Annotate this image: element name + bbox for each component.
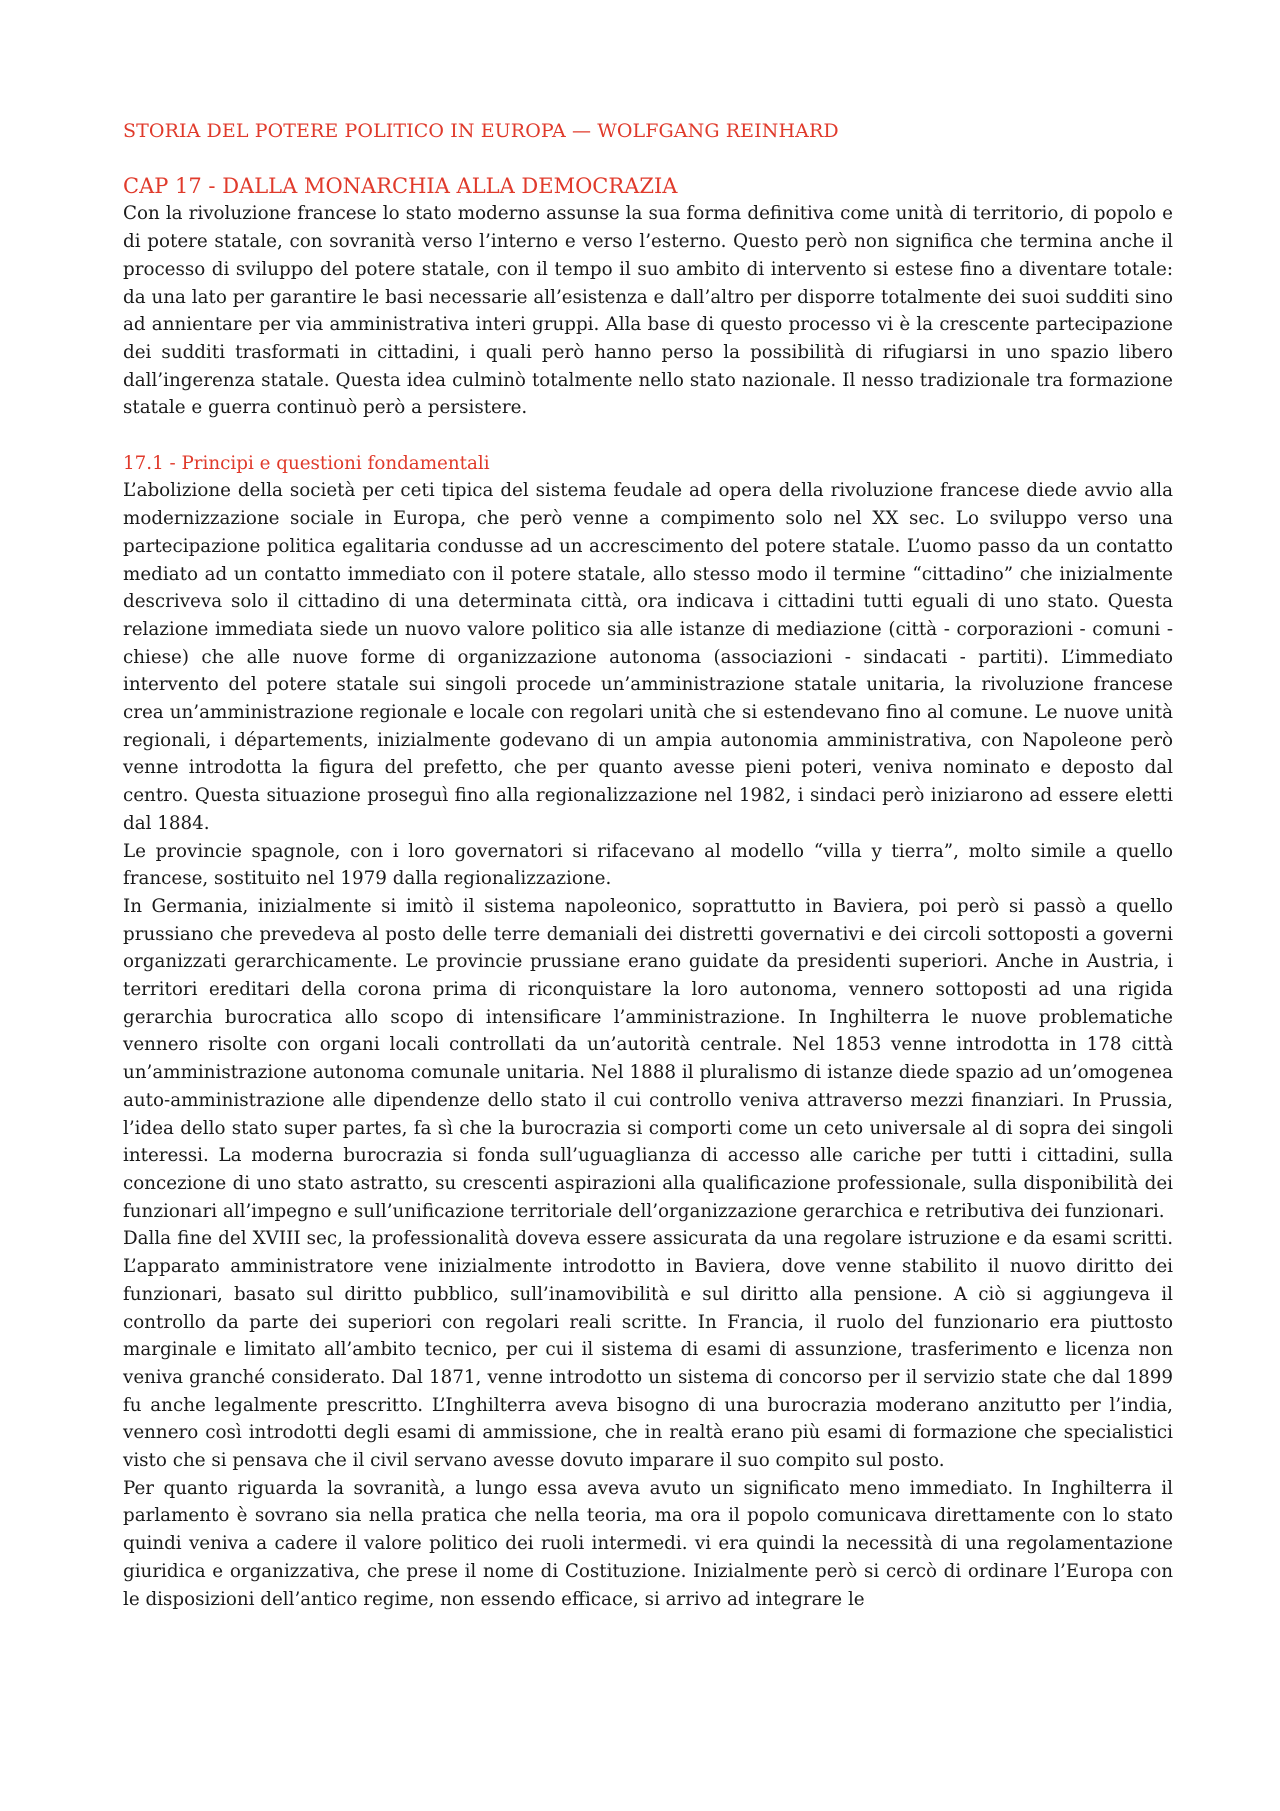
document-title: STORIA DEL POTERE POLITICO IN EUROPA — WOLFGANG REINHARD [123, 120, 839, 142]
chapter-heading: CAP 17 - DALLA MONARCHIA ALLA DEMOCRAZIA [123, 173, 678, 198]
section-spacer [123, 422, 1173, 450]
document-page [123, 118, 1173, 1613]
body-paragraph: Per quanto riguarda la sovranità, a lungo essa aveva avuto un significato meno immediato. In Inghilterra il parlamento è sovrano sia nella pratica che nella teoria, ma ora il popolo comunicava direttamente con lo stato quindi veniva a cadere il valore politico dei ruoli intermedi. vi era quindi la necessità di una regolamentazione giuridica e organizzativa, che prese il nome di Costituzione. Inizialmente però si cercò di ordinare l’Europa con le disposizioni dell’antico regime, non essendo efficace, si arrivo ad integrare le [123, 1477, 1173, 1610]
section-heading: 17.1 - Principi e questioni fondamentali [123, 452, 490, 474]
body-paragraph: Dalla fine del XVIII sec, la professionalità doveva essere assicurata da una regolare istruzione e da esami scritti. L’apparato amministratore vene inizialmente introdotto in Baviera, dove venne stabilito il nuovo diritto dei funzionari, basato sul diritto pubblico, sull’inamovibilità e sul diritto alla pensione. A ciò si aggiungeva il controllo da parte dei superiori con regolari reali scritte. In Francia, il ruolo del funzionario era piuttosto marginale e limitato all’ambito tecnico, per cui il sistema di esami di assunzione, trasferimento e licenza non veniva granché considerato. Dal 1871, venne introdotto un sistema di concorso per il servizio state che dal 1899 fu anche legalmente prescritto. L’Inghilterra aveva bisogno di una burocrazia moderano anzitutto per l’india, vennero così introdotti degli esami di ammissione, che in realtà erano più esami di formazione che specialistici visto che si pensava che il civil servano avesse dovuto imparare il suo compito sul posto. [123, 1228, 1173, 1472]
body-paragraph: Le provincie spagnole, con i loro governatori si rifacevano al modello “villa y tierra”, molto simile a quello francese, sostituito nel 1979 dalla regionalizzazione. [123, 840, 1173, 890]
chapter-intro-paragraph: Con la rivoluzione francese lo stato moderno assunse la sua forma definitiva come unità di territorio, di popolo e di potere statale, con sovranità verso l’interno e verso l’esterno. Questo però non significa che termina anche il processo di sviluppo del potere statale, con il tempo il suo ambito di intervento si estese fino a diventare totale: da una lato per garantire le basi necessarie all’esistenza e dall’altro per disporre totalmente dei suoi sudditi sino ad annientare per via amministrativa interi gruppi. Alla base di questo processo vi è la crescente partecipazione dei sudditi trasformati in cittadini, i quali però hanno perso la possibilità di rifugiarsi in uno spazio libero dall’ingerenza statale. Questa idea culminò totalmente nello stato nazionale. Il nesso tradizionale tra formazione statale e guerra continuò però a persistere. [123, 203, 1173, 419]
body-paragraph: In Germania, inizialmente si imitò il sistema napoleonico, soprattutto in Baviera, poi però si passò a quello prussiano che prevedeva al posto delle terre demaniali dei distretti governativi e dei circoli sottoposti a governi organizzati gerarchicamente. Le provincie prussiane erano guidate da presidenti superiori. Anche in Austria, i territori ereditari della corona prima di riconquistare la loro autonoma, vennero sottoposti ad una rigida gerarchia burocratica allo scopo di intensificare l’amministrazione. In Inghilterra le nuove problematiche vennero risolte con organi locali controllati da un’autorità centrale. Nel 1853 venne introdotta in 178 città un’amministrazione autonoma comunale unitaria. Nel 1888 il pluralismo di istanze diede spazio ad un’omogenea auto-amministrazione alle dipendenze dello stato il cui controllo veniva attraverso mezzi finanziari. In Prussia, l’idea dello stato super partes, fa sì che la burocrazia si comporti come un ceto universale al di sopra dei singoli interessi. La moderna burocrazia si fonda sull’uguaglianza di accesso alle cariche per tutti i cittadini, sulla concezione di uno stato astratto, su crescenti aspirazioni alla qualificazione professionale, sulla disponibilità dei funzionari all’impegno e sull’unificazione territoriale dell’organizzazione gerarchica e retributiva dei funzionari. [123, 895, 1173, 1222]
body-paragraph: L’abolizione della società per ceti tipica del sistema feudale ad opera della rivoluzione francese diede avvio alla modernizzazione sociale in Europa, che però venne a compimento solo nel XX sec. Lo sviluppo verso una partecipazione politica egalitaria condusse ad un accrescimento del potere statale. L’uomo passo da un contatto mediato ad un contatto immediato con il potere statale, allo stesso modo il termine “cittadino” che inizialmente descriveva solo il cittadino di una determinata città, ora indicava i cittadini tutti eguali di uno stato. Questa relazione immediata siede un nuovo valore politico sia alle istanze di mediazione (città - corporazioni - comuni - chiese) che alle nuove forme di organizzazione autonoma (associazioni - sindacati - partiti). L’immediato intervento del potere statale sui singoli procede un’amministrazione statale unitaria, la rivoluzione francese crea un’amministrazione regionale e locale con regolari unità che si estendevano fino al comune. Le nuove unità regionali, i départements, inizialmente godevano di un ampia autonomia amministrativa, con Napoleone però venne introdotta la figura del prefetto, che per quanto avesse pieni poteri, veniva nominato e deposto dal centro. Questa situazione proseguì fino alla regionalizzazione nel 1982, i sindaci però iniziarono ad essere eletti dal 1884. [123, 480, 1173, 834]
